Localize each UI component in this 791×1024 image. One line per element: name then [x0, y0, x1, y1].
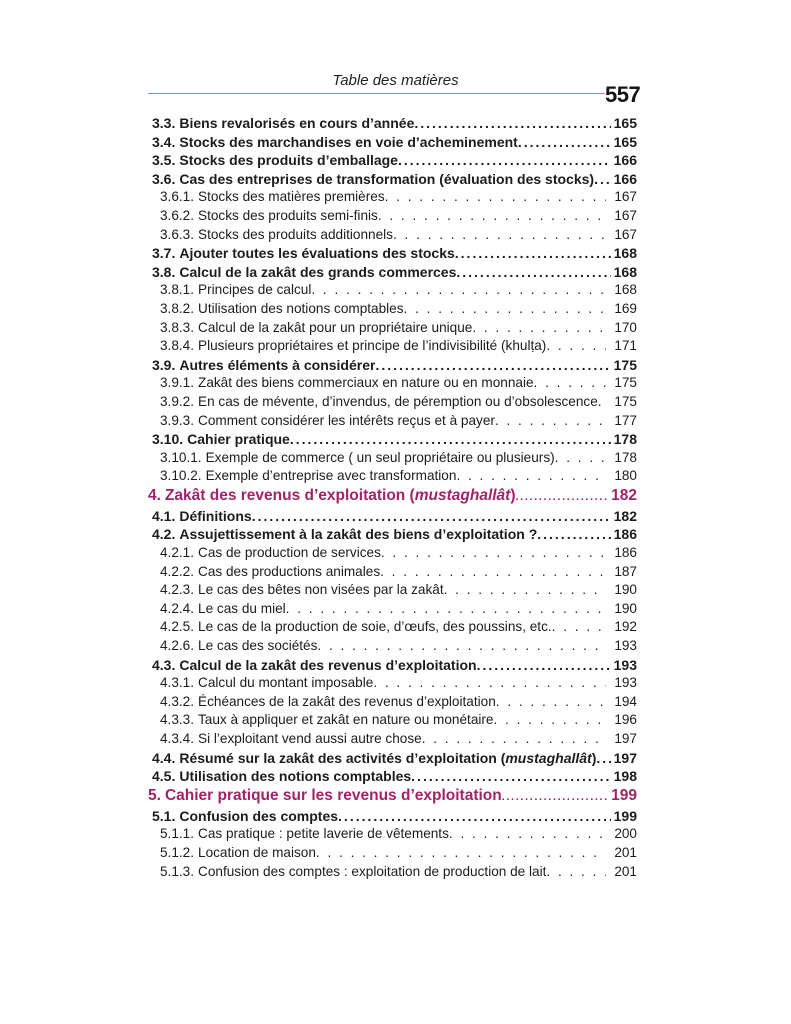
toc-leader-dots [472, 319, 606, 338]
toc-entry-page: 167 [614, 226, 637, 242]
header-rule [148, 93, 605, 94]
toc-entry-page: 186 [614, 545, 637, 561]
toc-leader-dots [555, 449, 606, 468]
toc-entry [148, 674, 637, 693]
toc-leader-dots [414, 114, 611, 133]
toc-entry-number: 5.1.3. [160, 863, 195, 879]
toc-label-segment: Le cas des sociétés [198, 638, 318, 654]
toc-entry [148, 767, 637, 786]
toc-label-segment: Utilisation des notions comptables [179, 768, 412, 785]
toc-leader-dots [378, 207, 606, 226]
toc-label-segment: Plusieurs propriétaires et principe de l’indivisibilité (khulṭa) [198, 338, 547, 354]
toc-entry-number: 4.3.4. [160, 731, 195, 746]
toc-entry-page: 187 [614, 563, 637, 579]
toc-entry-number: 3.5. [152, 152, 176, 169]
toc-label-segment: Utilisation des notions comptables [198, 300, 404, 316]
toc-entry-page: 178 [614, 449, 637, 465]
toc-leader-dots [385, 188, 606, 207]
toc-entry-number: 3.6.2. [160, 207, 195, 223]
toc-entry-page: 201 [614, 863, 637, 879]
toc-entry-page: 190 [614, 582, 637, 598]
toc-entry-page: 190 [614, 600, 637, 616]
toc-leader-dots [380, 563, 606, 582]
toc-label-segment: ) [591, 749, 597, 766]
toc-entry-label [175, 356, 375, 375]
toc-entry-label [175, 807, 338, 826]
toc-entry-label [175, 244, 454, 263]
toc-entry-label [175, 767, 411, 786]
toc-entry-number: 3.9.2. [160, 393, 195, 409]
toc-entry-number: 4.2.3. [160, 582, 195, 598]
toc-label-segment: Location de maison [198, 844, 316, 860]
toc-leader-dots [546, 337, 606, 356]
toc-label-segment: Assujettissement à la zakât des biens d’exploitation ? [179, 526, 538, 543]
toc-entry-label [194, 319, 472, 338]
toc-entry-label [194, 207, 378, 226]
toc-label-segment: Calcul de la zakât pour un propriétaire unique [198, 319, 473, 335]
toc-leader-dots [252, 507, 611, 526]
toc-leader-dots [516, 486, 608, 507]
toc-entry-number: 3.6.3. [160, 226, 195, 242]
toc-entry [148, 507, 637, 526]
toc-entry-number: 5.1.1. [160, 826, 195, 842]
toc-entry [148, 467, 637, 486]
toc-leader-dots [316, 844, 606, 863]
toc-entry-label [175, 133, 517, 152]
toc-entry-number: 3.10.2. [160, 468, 202, 484]
toc-entry-page: 197 [614, 731, 637, 746]
toc-entry [148, 300, 637, 319]
toc-entry-label [194, 563, 380, 582]
toc-entry-number: 4.5. [152, 768, 176, 785]
toc-entry [148, 844, 637, 863]
toc-entry-label [175, 525, 537, 544]
toc-entry [148, 581, 637, 600]
toc-entry-number: 3.8.4. [160, 338, 195, 354]
toc-leader-dots [290, 430, 611, 449]
toc-entry-label [194, 825, 449, 844]
toc-entry-number: 3.9.3. [160, 412, 195, 428]
toc-label-segment: Ajouter toutes les évaluations des stocks [179, 245, 455, 262]
toc-entry [148, 711, 637, 730]
toc-entry [148, 525, 637, 544]
toc-entry-label [161, 486, 516, 506]
toc-leader-dots [286, 600, 606, 619]
toc-leader-dots [398, 151, 611, 170]
toc-entry-label [194, 600, 286, 619]
toc-entry-page: 193 [614, 675, 637, 691]
toc-label-segment: Confusion des comptes [179, 807, 339, 824]
toc-entry-number: 3.10.1. [160, 449, 202, 465]
toc-entry-page: 193 [614, 638, 637, 654]
toc-label-segment: Cas de production de services [198, 545, 381, 561]
toc-label-segment: Exemple de commerce ( un seul propriétaire ou plusieurs) [205, 449, 555, 465]
toc-entry-label [175, 656, 476, 675]
toc-entry-label [175, 114, 414, 133]
toc-leader-dots [594, 170, 611, 189]
toc-entry [148, 749, 637, 768]
toc-label-segment: Autres éléments à considérer [179, 356, 376, 373]
toc-label-segment: Stocks des produits additionnels [198, 226, 393, 242]
toc-label-segment: Définitions [179, 507, 252, 524]
toc-leader-dots [373, 674, 606, 693]
toc-entry-page: 180 [614, 468, 637, 484]
toc-entry [148, 637, 637, 656]
toc-entry-page: 165 [613, 133, 637, 150]
toc-entry [148, 863, 637, 882]
toc-entry-number: 3.9.1. [160, 375, 195, 391]
toc-leader-dots [495, 412, 606, 431]
toc-entry-number: 3.4. [152, 133, 176, 150]
toc-entry-page: 170 [614, 319, 637, 335]
toc-entry-number: 4.2.1. [160, 545, 195, 561]
toc-leader-dots [422, 730, 606, 749]
toc-entry [148, 786, 637, 807]
toc-label-segment: Échéances de la zakât des revenus d’exploitation [198, 693, 496, 709]
toc-label-segment: Principes de calcul [198, 282, 312, 298]
toc-entry-page: 200 [614, 826, 637, 842]
toc-entry-page: 194 [614, 693, 637, 709]
toc-entry [148, 656, 637, 675]
toc-entry [148, 730, 637, 749]
toc-label-segment: Cahier pratique sur les revenus d’exploitation [164, 786, 502, 804]
toc-entry-number: 3.8.2. [160, 300, 195, 316]
toc-label-segment: ) [510, 486, 516, 504]
toc-entry-page: 177 [614, 412, 637, 428]
toc-label-segment: Résumé sur la zakât des activités d’exploitation ( [179, 749, 506, 766]
toc-label-segment: Stocks des produits semi-finis [198, 207, 378, 223]
toc-entry-number: 4.3. [152, 656, 176, 673]
toc-entry-number: 3.8.3. [160, 319, 195, 335]
toc-entry-label [194, 693, 496, 712]
toc-entry-label [194, 618, 552, 637]
toc-leader-dots [411, 767, 611, 786]
toc-label-segment: Cas des entreprises de transformation (évaluation des stocks) [179, 170, 595, 187]
toc-label-segment: Le cas des bêtes non visées par la zakât [198, 582, 444, 598]
toc-entry [148, 393, 637, 412]
toc-leader-dots [596, 749, 611, 768]
toc-entry-page: 197 [613, 749, 637, 766]
toc-entry [148, 825, 637, 844]
toc-entry [148, 449, 637, 468]
toc-label-segment: Le cas de la production de soie, d’œufs, des poussins, etc. [198, 619, 552, 635]
toc-entry-number: 4.3.1. [160, 675, 195, 691]
toc-leader-dots [375, 356, 611, 375]
toc-entry-number: 3.6.1. [160, 189, 195, 205]
toc-entry-label [183, 430, 290, 449]
toc-entry-page: 171 [614, 338, 637, 354]
toc-entry-page: 186 [613, 526, 637, 543]
toc-entry-page: 193 [613, 656, 637, 673]
toc-entry [148, 263, 637, 282]
toc-leader-dots [546, 863, 606, 882]
toc-entry-label [194, 337, 546, 356]
toc-label-segment: Le cas du miel [198, 600, 286, 616]
toc-label-segment: Cas pratique : petite laverie de vêtements [198, 826, 449, 842]
toc-entry-label [194, 637, 317, 656]
toc-entry-number: 4.2.6. [160, 638, 195, 654]
toc-label-segment: Taux à appliquer et zakât en nature ou monétaire [198, 712, 494, 728]
toc-entry-label [202, 467, 457, 486]
toc-entry [148, 188, 637, 207]
toc-label-segment: Stocks des marchandises en voie d’acheminement [179, 133, 518, 150]
toc-entry-number: 5.1.2. [160, 844, 195, 860]
toc-leader-dots [381, 544, 606, 563]
toc-entry-page: 168 [614, 282, 637, 298]
toc-entry-label [175, 151, 398, 170]
toc-entry-page: 168 [613, 263, 637, 280]
toc-entry-page: 198 [613, 768, 637, 785]
toc-label-segment: Stocks des matières premières [198, 189, 385, 205]
toc-entry-number: 5.1. [152, 807, 176, 824]
toc-entry-label [161, 786, 502, 806]
toc-entry-number: 4.1. [152, 507, 176, 524]
toc-leader-dots [317, 637, 606, 656]
toc-leader-dots [393, 226, 606, 245]
toc-entry-label [202, 449, 555, 468]
toc-label-segment: Confusion des comptes : exploitation de production de lait [198, 863, 547, 879]
toc-leader-dots [444, 581, 606, 600]
toc-entry-label [194, 281, 311, 300]
toc-entry-page: 199 [613, 807, 637, 824]
toc-label-segment: Cas des productions animales [198, 563, 381, 579]
toc-entry-number: 4.2.5. [160, 619, 195, 635]
toc-entry-page: 201 [614, 844, 637, 860]
toc-entry [148, 486, 637, 507]
toc-leader-dots [477, 656, 611, 675]
toc-entry-label [194, 730, 422, 749]
toc-label-segment: Calcul de la zakât des revenus d’exploitation [179, 656, 477, 673]
toc-entry-label [175, 507, 251, 526]
toc-entry-number: 4. [148, 486, 161, 504]
toc-label-italic-segment: mustaghallât [505, 749, 592, 766]
toc-leader-dots [552, 618, 606, 637]
toc-entry [148, 618, 637, 637]
toc-entry-label [194, 711, 493, 730]
toc-label-segment: Comment considérer les intérêts reçus et à payer [198, 412, 495, 428]
toc-leader-dots [494, 711, 607, 730]
toc-entry [148, 693, 637, 712]
toc-leader-dots [518, 133, 611, 152]
toc-entry-label [194, 188, 385, 207]
toc-entry-label [194, 393, 598, 412]
toc-entry [148, 374, 637, 393]
toc-entry-page: 175 [614, 375, 637, 391]
toc-entry-page: 182 [613, 507, 637, 524]
toc-entry-number: 4.4. [152, 749, 176, 766]
toc-entry-page: 196 [614, 712, 637, 728]
toc-entry-label [194, 374, 534, 393]
toc-entry-number: 5. [148, 786, 161, 804]
page-number: 557 [605, 82, 641, 107]
toc-entry-page: 175 [613, 356, 637, 373]
toc-entry-number: 3.6. [152, 170, 176, 187]
toc-entry-page: 182 [611, 486, 637, 504]
toc-label-segment: Si l’exploitant vend aussi autre chose [198, 731, 422, 746]
toc-entry-number: 3.9. [152, 356, 176, 373]
toc-entry-label [194, 674, 373, 693]
toc-entry [148, 337, 637, 356]
toc-entry [148, 430, 637, 449]
toc-entry [148, 151, 637, 170]
toc-label-segment: Cahier pratique [187, 431, 290, 448]
toc-leader-dots [311, 281, 606, 300]
toc-leader-dots [598, 393, 606, 412]
toc-entry-label [194, 581, 444, 600]
toc-entry-number: 4.3.3. [160, 712, 195, 728]
toc-entry-page: 199 [611, 786, 637, 804]
toc-entry-number: 4.3.2. [160, 693, 195, 709]
toc-entry-page: 165 [613, 115, 637, 131]
toc-leader-dots [404, 300, 606, 319]
toc-entry-label [194, 844, 316, 863]
toc-label-segment: Zakât des revenus d’exploitation ( [164, 486, 415, 504]
toc-entry-label [194, 300, 404, 319]
toc-entry-number: 3.8. [152, 263, 176, 280]
toc-leader-dots [456, 263, 611, 282]
toc-entry-number: 3.10. [152, 431, 184, 448]
toc-entry-label [194, 544, 381, 563]
toc-leader-dots [496, 693, 606, 712]
toc-entry-number: 3.8.1. [160, 282, 195, 298]
toc-entry [148, 412, 637, 431]
toc-entry [148, 600, 637, 619]
toc-leader-dots [456, 467, 606, 486]
toc-entry [148, 207, 637, 226]
toc-entry [148, 170, 637, 189]
toc-label-segment: En cas de mévente, d’invendus, de péremption ou d’obsolescence [198, 393, 598, 409]
toc-entry-label [175, 749, 596, 768]
toc-entry-page: 192 [614, 619, 637, 635]
toc-leader-dots [502, 786, 608, 807]
toc-entry-page: 175 [614, 393, 637, 409]
toc-entry-page: 167 [614, 189, 637, 205]
toc-label-segment: Calcul de la zakât des grands commerces [179, 263, 457, 280]
toc-entry [148, 244, 637, 263]
toc-entry-label [175, 170, 594, 189]
toc-entry [148, 114, 637, 133]
toc-label-segment: Stocks des produits d’emballage [179, 152, 398, 169]
toc-entry-page: 166 [613, 152, 637, 169]
toc-leader-dots [537, 525, 611, 544]
toc-leader-dots [534, 374, 606, 393]
toc-entry [148, 807, 637, 826]
toc-entry [148, 319, 637, 338]
toc-leader-dots [338, 807, 611, 826]
toc-label-segment: Exemple d’entreprise avec transformation [205, 468, 457, 484]
toc-label-segment: Calcul du montant imposable [198, 675, 374, 691]
toc-list [148, 114, 637, 881]
toc-entry-number: 4.2. [152, 526, 176, 543]
running-head-title: Table des matières [332, 72, 459, 89]
toc-entry-label [175, 263, 456, 282]
toc-entry-label [194, 226, 393, 245]
toc-entry-page: 166 [613, 170, 637, 187]
toc-entry [148, 133, 637, 152]
toc-entry-number: 3.7. [152, 245, 176, 262]
toc-label-italic-segment: mustaghallât [414, 486, 511, 504]
toc-label-segment: Zakât des biens commerciaux en nature ou en monnaie [198, 375, 534, 391]
toc-leader-dots [449, 825, 606, 844]
toc-entry [148, 281, 637, 300]
toc-entry-page: 169 [614, 300, 637, 316]
toc-entry-number: 4.2.4. [160, 600, 195, 616]
toc-entry-page: 168 [613, 245, 637, 262]
toc-entry-number: 3.3. [152, 115, 176, 131]
toc-entry-label [194, 412, 495, 431]
toc-entry-label [194, 863, 546, 882]
toc-entry [148, 563, 637, 582]
toc-entry [148, 356, 637, 375]
toc-entry [148, 226, 637, 245]
toc-entry-page: 167 [614, 207, 637, 223]
toc-entry-number: 4.2.2. [160, 563, 195, 579]
toc-entry-page: 178 [613, 431, 637, 448]
toc-entry [148, 544, 637, 563]
toc-leader-dots [455, 244, 611, 263]
toc-label-segment: Biens revalorisés en cours d’année [179, 115, 415, 131]
